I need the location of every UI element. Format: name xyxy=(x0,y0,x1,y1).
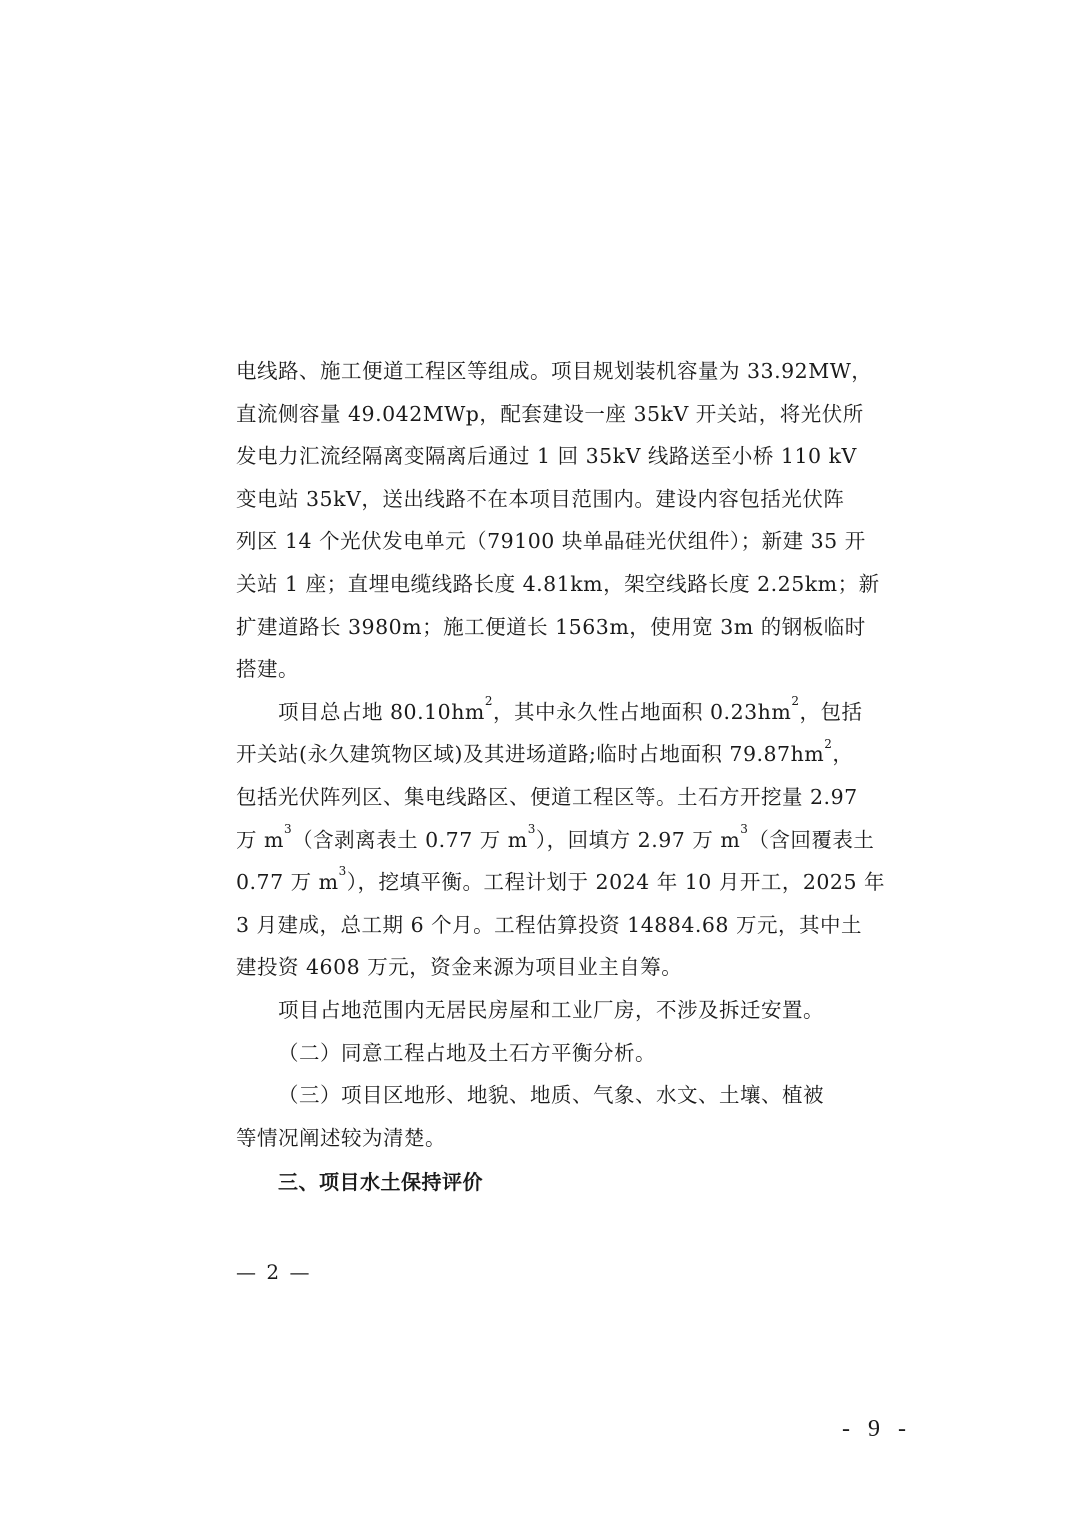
text-line: 0.77 万 $m^3$），挖填平衡。工程计划于 2024 年 10 月开工，2025 年 xyxy=(236,864,886,895)
text-line: 关站 1 座；直埋电缆线路长度 4.81km，架空线路长度 2.25km；新 xyxy=(236,571,880,596)
text-line: 建投资 4608 万元，资金来源为项目业主自筹。 xyxy=(236,955,683,980)
text-line: 等情况阐述较为清楚。 xyxy=(236,1125,446,1150)
text-line: 扩建道路长 3980m；施工便道长 1563m，使用宽 3m 的钢板临时 xyxy=(236,614,866,639)
text-line: 项目总占地 $80.10hm^2$，其中永久性占地面积 $0.23hm^2$，包括 xyxy=(278,693,863,724)
text-line: 3 月建成，总工期 6 个月。工程估算投资 14884.68 万元，其中土 xyxy=(236,912,862,937)
text-line: 直流侧容量 49.042MWp，配套建设一座 35kV 开关站，将光伏所 xyxy=(236,401,864,426)
text-line: 发电力汇流经隔离变隔离后通过 1 回 35kV 线路送至小桥 110 kV xyxy=(236,444,857,469)
text-line: （三）项目区地形、地貌、地质、气象、水文、土壤、植被 xyxy=(278,1083,824,1108)
text-line: 万 $m^3$（含剥离表土 0.77 万 $m^3$），回填方 2.97 万 $m^3$（含回覆表土 xyxy=(236,821,875,852)
text-line: 变电站 35kV，送出线路不在本项目范围内。建设内容包括光伏阵 xyxy=(236,486,845,511)
body-text xyxy=(236,350,886,1204)
text-line: 列区 14 个光伏发电单元（79100 块单晶硅光伏组件）；新建 35 开 xyxy=(236,529,866,554)
outer-page-number: - 9 - xyxy=(842,1416,912,1442)
text-line: 搭建。 xyxy=(236,657,299,682)
text-line: （二）同意工程占地及土石方平衡分析。 xyxy=(278,1040,656,1065)
inner-page-number: — 2 — xyxy=(236,1260,312,1284)
text-line: 开关站(永久建筑物区域)及其进场道路;临时占地面积 $79.87hm^2$， xyxy=(236,736,854,767)
section-heading: 三、项目水土保持评价 xyxy=(278,1170,483,1195)
text-line: 电线路、施工便道工程区等组成。项目规划装机容量为 33.92MW， xyxy=(236,359,873,383)
text-line: 项目占地范围内无居民房屋和工业厂房，不涉及拆迁安置。 xyxy=(278,997,824,1022)
text-line: 包括光伏阵列区、集电线路区、便道工程区等。土石方开挖量 2.97 xyxy=(236,784,858,809)
